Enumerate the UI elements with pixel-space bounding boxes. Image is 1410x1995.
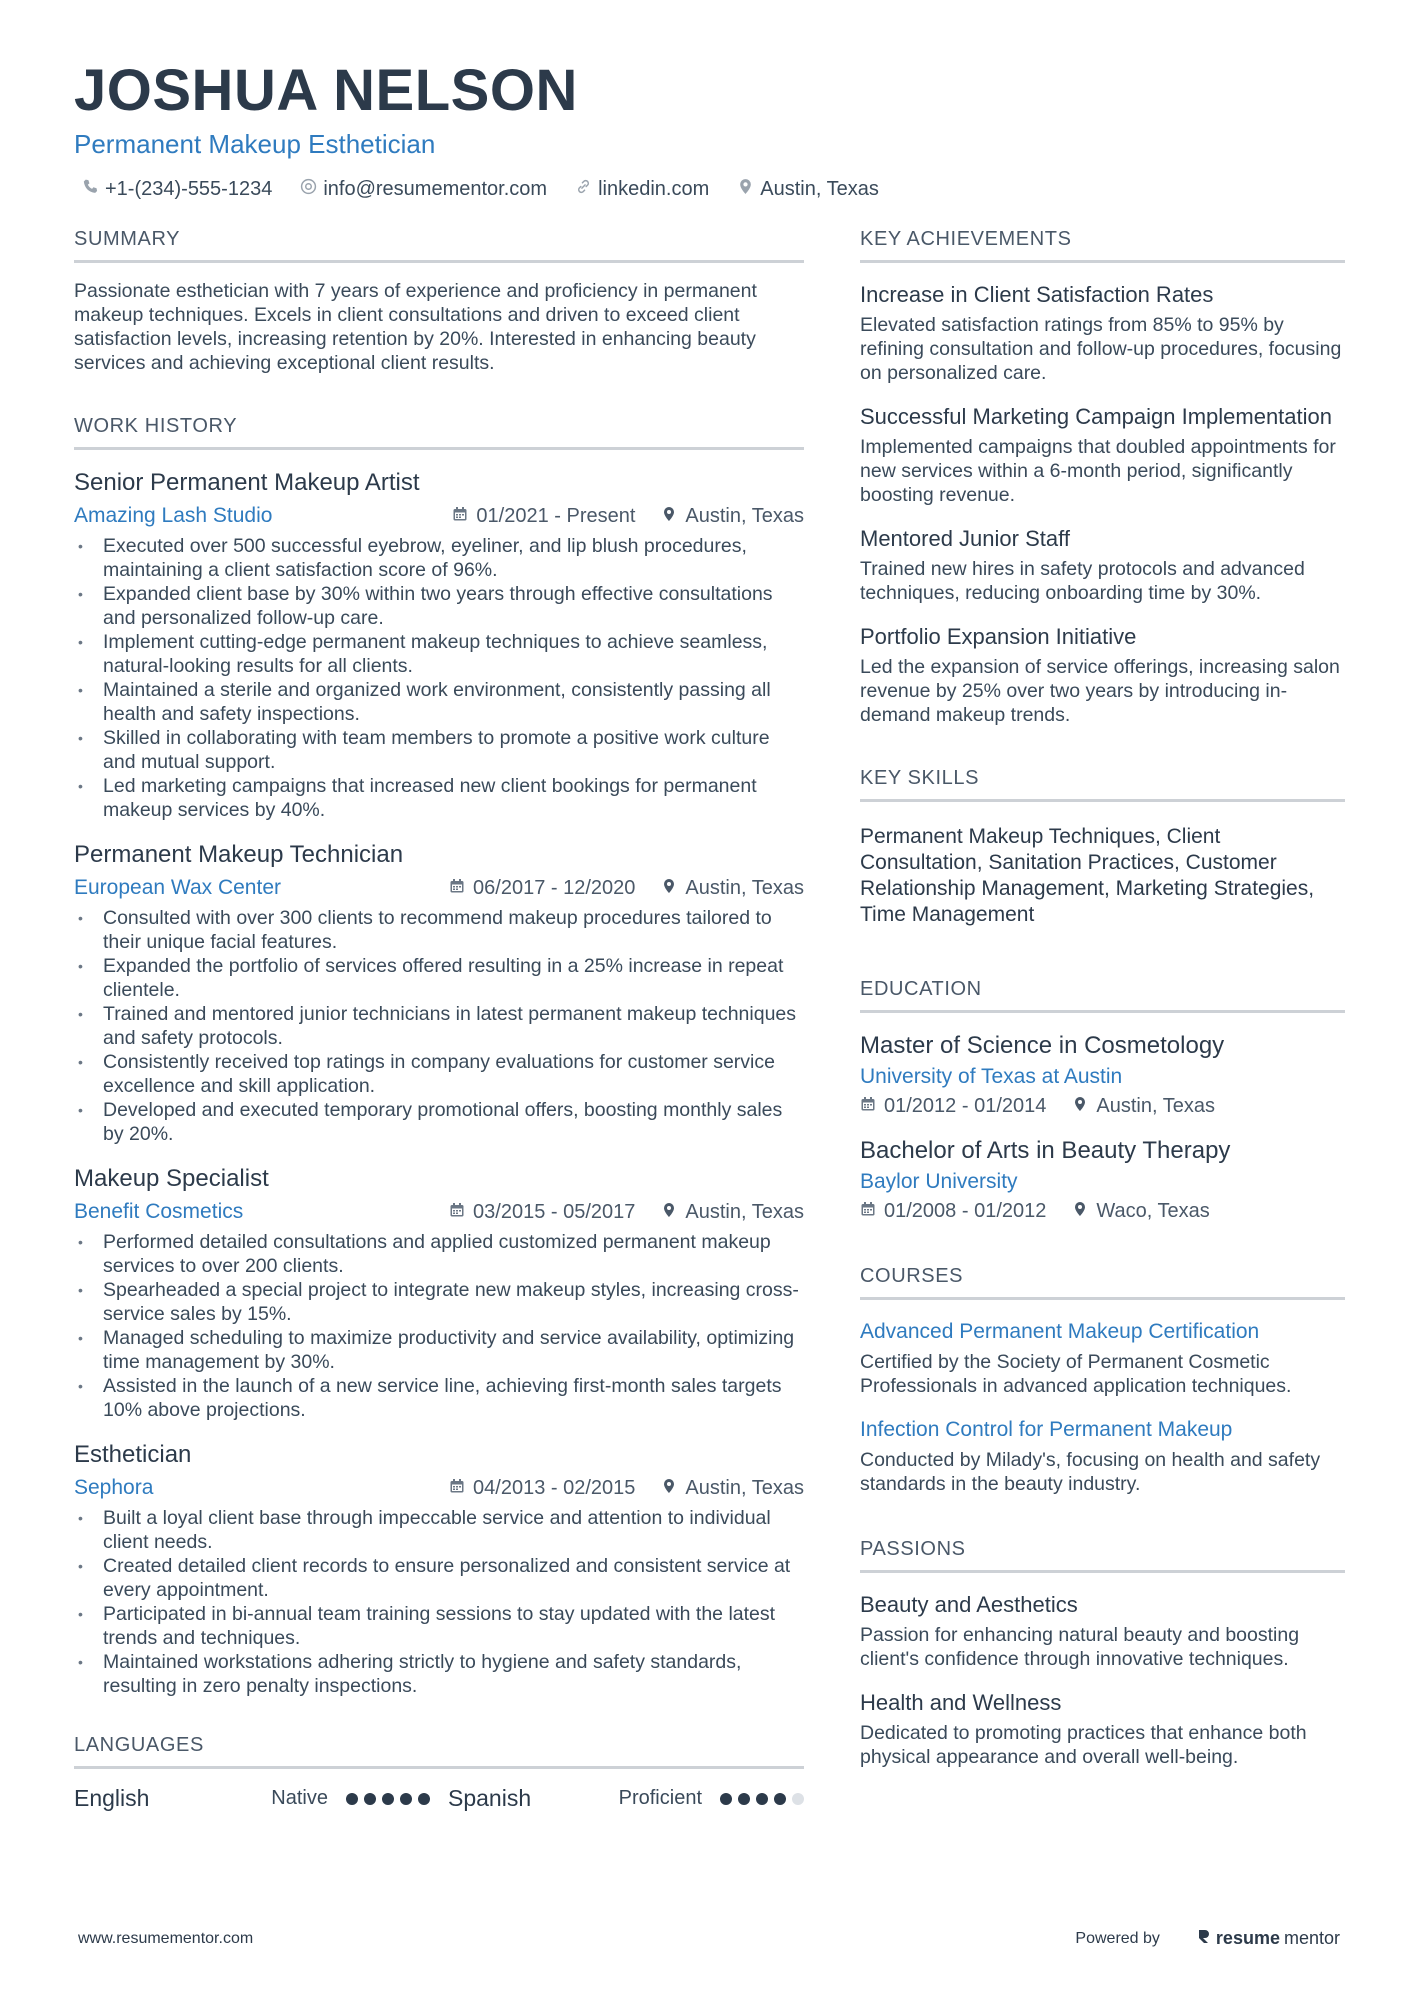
rating-dot [364,1793,376,1805]
location-text: Austin, Texas [685,1477,804,1499]
education-item [860,1031,1345,1118]
section-title-courses: COURSES [860,1263,1345,1300]
education-list [860,1031,1345,1223]
location-text: Waco, Texas [1096,1200,1210,1222]
phone-icon [82,178,99,201]
page-footer [78,1928,1340,1949]
job-bullet: • Participated in bi-annual team training sessions to stay updated with the latest trends and techniques. [74,1602,804,1650]
at-icon [300,178,317,201]
job-bullet: • Trained and mentored junior technicians in latest permanent makeup techniques and safety protocols. [74,1002,804,1050]
education-meta [860,1095,1345,1118]
achievement-title: Mentored Junior Staff [860,526,1070,551]
date-range [860,1200,1046,1223]
location [1072,1095,1215,1118]
location [661,1474,804,1502]
calendar-icon [452,502,468,530]
section-title-work-history: WORK HISTORY [74,413,804,450]
passions-list [860,1591,1345,1769]
language-rating [720,1793,804,1805]
achievements-list [860,281,1345,727]
job-bullet: • Developed and executed temporary promotional offers, boosting monthly sales by 20%. [74,1098,804,1146]
job-bullet: • Created detailed client records to ensure personalized and consistent service at every appointment. [74,1554,804,1602]
location-pin-icon [1072,1200,1088,1223]
job-bullet: • Spearheaded a special project to integrate new makeup styles, increasing cross-service sales by 15%. [74,1278,804,1326]
job-bullet: • Expanded the portfolio of services offered resulting in a 25% increase in repeat clientele. [74,954,804,1002]
section-title-key-achievements: KEY ACHIEVEMENTS [860,226,1345,263]
candidate-name: JOSHUA NELSON [74,58,578,123]
degree-title: Bachelor of Arts in Beauty Therapy [860,1137,1231,1164]
footer-website-link[interactable]: www.resumementor.com [78,1929,254,1947]
linkedin-text: linkedin.com [598,178,710,200]
location-pin-icon [661,1474,677,1502]
job-title: Esthetician [74,1441,192,1468]
job-bullet: • Skilled in collaborating with team members to promote a positive work culture and mutual support. [74,726,804,774]
language-rating [346,1793,430,1805]
powered-by [1075,1928,1340,1949]
language-name: English [74,1785,150,1811]
section-title-languages: LANGUAGES [74,1732,804,1769]
rating-dot [774,1793,786,1805]
job-entry [74,840,804,1146]
language-item [74,1785,430,1812]
link-icon [575,178,592,201]
achievement-item [860,623,1345,727]
rating-dot [756,1793,768,1805]
email-text: info@resumementor.com [323,178,548,200]
rating-dot [720,1793,732,1805]
achievement-text: Implemented campaigns that doubled appointments for new services within a 6-month period, significantly boosting revenue. [860,436,1336,506]
achievement-text: Elevated satisfaction ratings from 85% to 95% by refining consultation and follow-up procedures, focusing on personalized care. [860,314,1342,384]
powered-by-label: Powered by [1075,1929,1160,1947]
education-meta [860,1200,1345,1223]
job-bullet: • Consistently received top ratings in company evaluations for customer service excellence and skill application. [74,1050,804,1098]
passion-item [860,1591,1345,1671]
section-title-key-skills: KEY SKILLS [860,765,1345,802]
school-name: Baylor University [860,1170,1018,1193]
job-meta [74,502,804,530]
brand-logo-icon [1196,1928,1212,1949]
date-range [449,1474,635,1502]
passion-title: Health and Wellness [860,1690,1062,1715]
section-title-passions: PASSIONS [860,1536,1345,1573]
location-text: Austin, Texas [1096,1095,1215,1117]
brand-logo[interactable] [1196,1928,1340,1949]
phone-text: +1-(234)-555-1234 [105,178,273,200]
candidate-title: Permanent Makeup Esthetician [74,129,436,159]
school-name: University of Texas at Austin [860,1065,1123,1088]
job-entry [74,1440,804,1698]
passion-text: Dedicated to promoting practices that enhance both physical appearance and overall well-being. [860,1722,1307,1768]
job-bullet: • Consulted with over 300 clients to recommend makeup procedures tailored to their unique facial features. [74,906,804,954]
rating-dot [792,1793,804,1805]
job-bullet: • Performed detailed consultations and applied customized permanent makeup services to over 200 clients. [74,1230,804,1278]
job-title: Makeup Specialist [74,1165,269,1192]
job-bullet: • Executed over 500 successful eyebrow, eyeliner, and lip blush procedures, maintaining a client satisfaction score of 96%. [74,534,804,582]
job-entry [74,1164,804,1422]
courses-list [860,1318,1345,1496]
passion-title: Beauty and Aesthetics [860,1592,1078,1617]
course-item [860,1416,1345,1496]
job-title: Permanent Makeup Technician [74,841,404,868]
contact-email[interactable] [300,178,547,201]
language-level: Native [271,1787,328,1809]
job-bullet: • Managed scheduling to maximize productivity and service availability, optimizing time management by 30%. [74,1326,804,1374]
right-column [860,226,1345,1769]
location-text: Austin, Texas [685,505,804,527]
skills-text: Permanent Makeup Techniques, Client Consultation, Sanitation Practices, Customer Relationship Management, Marketing Strategies, Time Management [860,825,1315,926]
education-item [860,1136,1345,1223]
achievement-title: Successful Marketing Campaign Implementation [860,404,1333,429]
job-bullets [74,1230,804,1422]
job-bullet: • Built a loyal client base through impeccable service and attention to individual client needs. [74,1506,804,1554]
job-company: European Wax Center [74,876,281,899]
job-bullet: • Assisted in the launch of a new service line, achieving first-month sales targets 10% above projections. [74,1374,804,1422]
job-bullet: • Expanded client base by 30% within two years through effective consultations and personalized follow-up care. [74,582,804,630]
job-title: Senior Permanent Makeup Artist [74,469,420,496]
location [1072,1200,1209,1223]
date-range [452,502,635,530]
job-bullets [74,534,804,822]
location [661,1198,804,1226]
achievement-title: Increase in Client Satisfaction Rates [860,282,1214,307]
achievement-text: Trained new hires in safety protocols and advanced techniques, reducing onboarding time by 30%. [860,558,1305,604]
date-range [860,1095,1046,1118]
job-entry [74,468,804,822]
location-pin-icon [661,1198,677,1226]
course-title: Advanced Permanent Makeup Certification [860,1320,1260,1343]
left-column [74,226,804,1812]
rating-dot [738,1793,750,1805]
summary-text: Passionate esthetician with 7 years of experience and proficiency in permanent makeup techniques. Excels in client consultations and driven to exceed client satisfaction levels, increasing retention by 20%. Interested in enhancing beauty services and achieving exceptional client results. [74,280,757,374]
contact-linkedin[interactable] [575,178,709,201]
contact-phone [82,178,272,201]
job-bullet: • Led marketing campaigns that increased new client bookings for permanent makeup services by 40%. [74,774,804,822]
course-text: Certified by the Society of Permanent Cosmetic Professionals in advanced application techniques. [860,1351,1292,1397]
date-text: 06/2017 - 12/2020 [473,877,636,899]
languages-list [74,1785,804,1812]
job-company: Amazing Lash Studio [74,504,273,527]
passion-text: Passion for enhancing natural beauty and boosting client's confidence through innovative techniques. [860,1624,1300,1670]
rating-dot [382,1793,394,1805]
work-history-list [74,468,804,1698]
location-text: Austin, Texas [685,877,804,899]
job-meta [74,1198,804,1226]
passion-item [860,1689,1345,1769]
language-level: Proficient [618,1787,702,1809]
language-item [448,1785,804,1812]
rating-dot [418,1793,430,1805]
brand-name-bold: resume [1215,1928,1280,1948]
resume-header [74,56,1344,201]
contact-row [74,178,1344,201]
achievement-item [860,525,1345,605]
calendar-icon [860,1095,876,1118]
date-text: 01/2021 - Present [476,505,636,527]
date-range [449,1198,635,1226]
section-title-summary: SUMMARY [74,226,804,263]
job-bullets [74,906,804,1146]
degree-title: Master of Science in Cosmetology [860,1032,1225,1059]
location-pin-icon [661,874,677,902]
date-text: 03/2015 - 05/2017 [473,1201,636,1223]
job-bullet: • Maintained a sterile and organized work environment, consistently passing all health and safety inspections. [74,678,804,726]
job-company: Benefit Cosmetics [74,1200,244,1223]
achievement-text: Led the expansion of service offerings, increasing salon revenue by 25% over two years by introducing in-demand makeup trends. [860,656,1340,726]
calendar-icon [449,874,465,902]
location-pin-icon [661,502,677,530]
job-bullet: • Maintained workstations adhering strictly to hygiene and safety standards, resulting in zero penalty inspections. [74,1650,804,1698]
achievement-title: Portfolio Expansion Initiative [860,624,1137,649]
calendar-icon [449,1198,465,1226]
course-item [860,1318,1345,1398]
contact-location [737,178,879,201]
job-company: Sephora [74,1476,154,1499]
location [661,874,804,902]
rating-dot [346,1793,358,1805]
location-pin-icon [1072,1095,1088,1118]
location [661,502,804,530]
brand-name-light: mentor [1283,1928,1340,1948]
date-range [449,874,635,902]
calendar-icon [860,1200,876,1223]
date-text: 04/2013 - 02/2015 [473,1477,636,1499]
location-text: Austin, Texas [760,178,879,200]
rating-dot [400,1793,412,1805]
date-text: 01/2012 - 01/2014 [884,1095,1047,1117]
job-meta [74,874,804,902]
achievement-item [860,281,1345,385]
job-bullets [74,1506,804,1698]
section-title-education: EDUCATION [860,976,1345,1013]
job-bullet: • Implement cutting-edge permanent makeup techniques to achieve seamless, natural-looking results for all clients. [74,630,804,678]
achievement-item [860,403,1345,507]
date-text: 01/2008 - 01/2012 [884,1200,1047,1222]
course-text: Conducted by Milady's, focusing on health and safety standards in the beauty industry. [860,1449,1321,1495]
language-name: Spanish [448,1785,532,1811]
job-meta [74,1474,804,1502]
location-pin-icon [737,178,754,201]
calendar-icon [449,1474,465,1502]
course-title: Infection Control for Permanent Makeup [860,1418,1233,1441]
location-text: Austin, Texas [685,1201,804,1223]
